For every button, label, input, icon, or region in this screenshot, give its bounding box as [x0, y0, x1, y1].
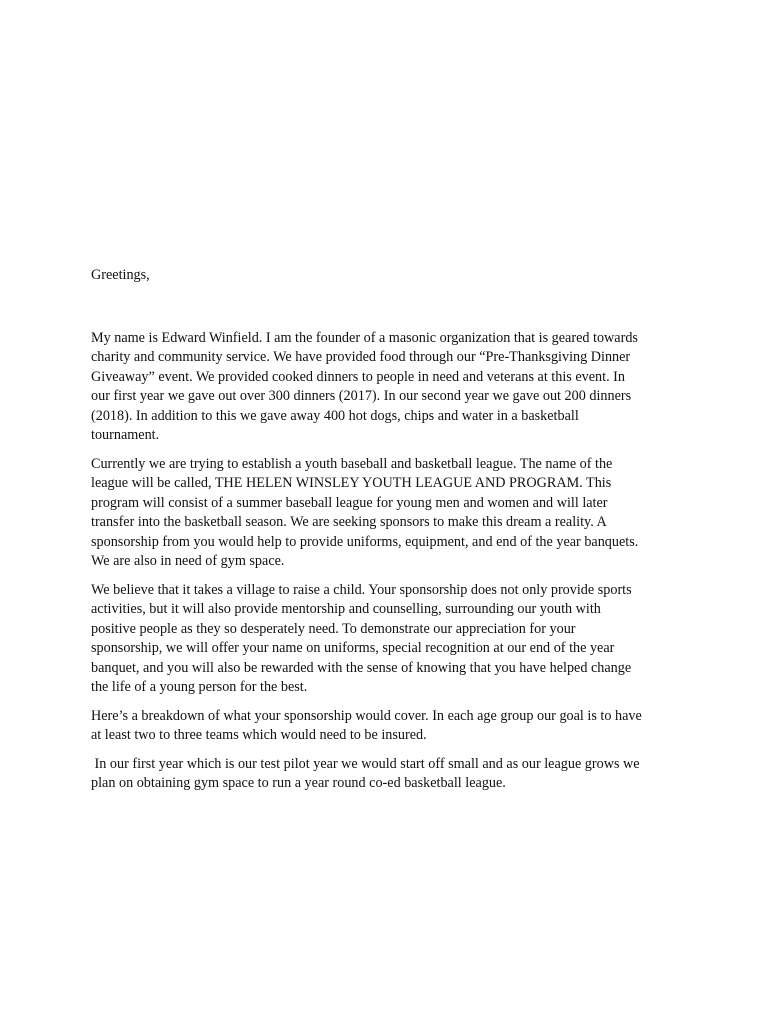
paragraph-line: plan on obtaining gym space to run a year round co-ed basketball league. [91, 775, 506, 791]
paragraph-line: Currently we are trying to establish a youth baseball and basketball league. The name of the [91, 455, 613, 472]
paragraph-line: transfer into the basketball season. We are seeking sponsors to make this dream a reality. A [91, 514, 607, 530]
paragraph-line: sponsorship from you would help to provide uniforms, equipment, and end of the year banquets. [91, 533, 639, 550]
paragraph-line: Giveaway” event. We provided cooked dinners to people in need and veterans at this event. In [91, 368, 625, 385]
paragraph-line: Here’s a breakdown of what your sponsorship would cover. In each age group our goal is to have [91, 707, 642, 724]
paragraph-line: program will consist of a summer baseball league for young men and women and will later [91, 494, 608, 511]
paragraph-first-year-plan [91, 755, 721, 794]
paragraph-line: banquet, and you will also be rewarded with the sense of knowing that you have helped change [91, 659, 632, 676]
paragraph-league-description [91, 455, 721, 572]
paragraph-line: We are also in need of gym space. [91, 553, 285, 569]
paragraph-introduction [91, 329, 721, 446]
greeting-line: Greetings, [91, 267, 150, 283]
paragraph-line: charity and community service. We have provided food through our “Pre-Thanksgiving Dinner [91, 349, 631, 365]
paragraph-breakdown [91, 707, 721, 746]
paragraph-line: sponsorship, we will offer your name on uniforms, special recognition at our end of the year [91, 640, 615, 656]
paragraph-sponsorship-benefits [91, 581, 721, 698]
paragraph-line: We believe that it takes a village to raise a child. Your sponsorship does not only provide sports [91, 581, 632, 598]
paragraph-line: (2018). In addition to this we gave away 400 hot dogs, chips and water in a basketball [91, 407, 579, 424]
paragraph-line: In our first year which is our test pilot year we would start off small and as our league grows we [91, 755, 640, 772]
paragraph-line: the life of a young person for the best. [91, 679, 308, 695]
paragraph-line: activities, but it will also provide mentorship and counselling, surrounding our youth with [91, 601, 601, 617]
letter-body [91, 266, 721, 794]
paragraph-line: at least two to three teams which would need to be insured. [91, 727, 427, 743]
paragraph-line: league will be called, THE HELEN WINSLEY YOUTH LEAGUE AND PROGRAM. This [91, 475, 612, 491]
paragraph-line: positive people as they so desperately need. To demonstrate our appreciation for your [91, 620, 576, 637]
paragraph-line: My name is Edward Winfield. I am the founder of a masonic organization that is geared towards [91, 329, 638, 346]
paragraph-line: tournament. [91, 427, 160, 443]
paragraph-line: our first year we gave out over 300 dinners (2017). In our second year we gave out 200 dinners [91, 388, 632, 404]
